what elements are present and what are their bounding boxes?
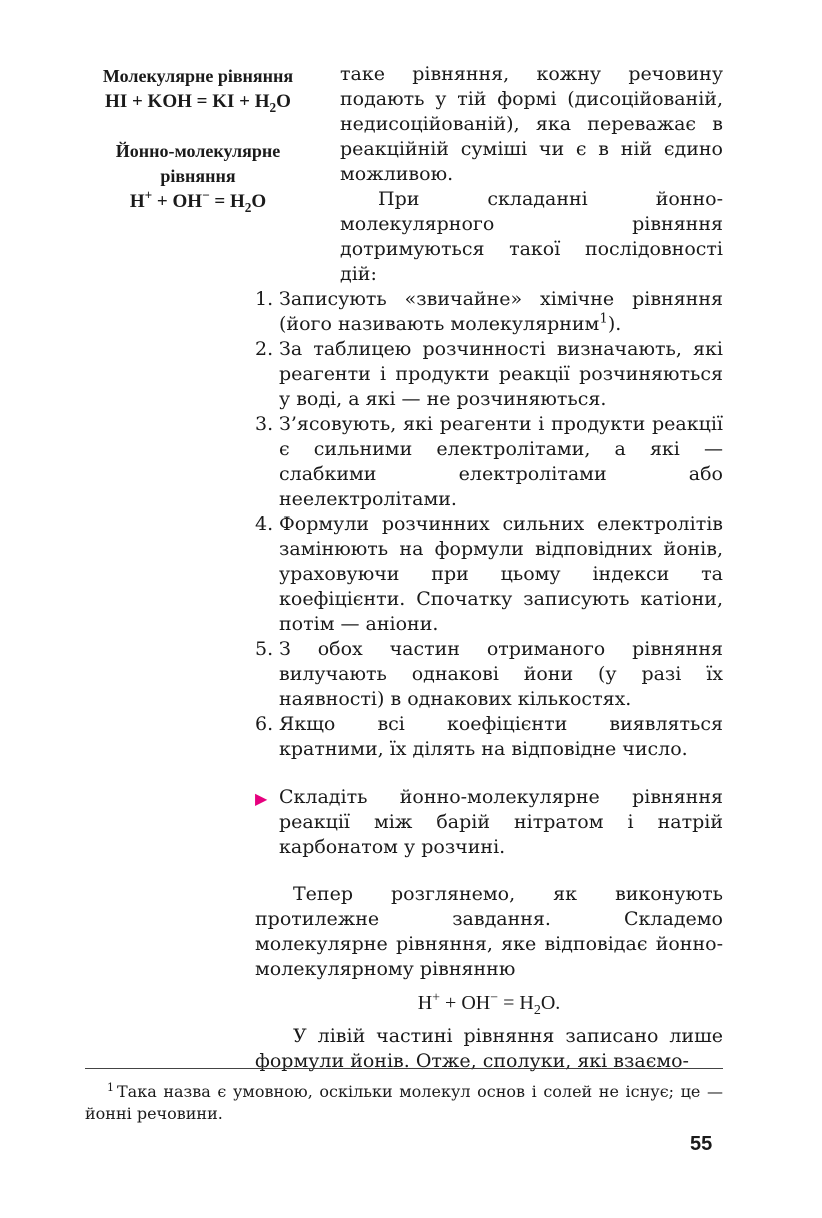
- molecular-equation-lhs: HI + KOH = KI + H: [105, 91, 270, 112]
- ionic-formula: [255, 988, 723, 1018]
- page-number: 55: [690, 1133, 713, 1155]
- formula-rhs: = H: [498, 992, 534, 1014]
- ionic-equation-label-line2: рівняння: [160, 166, 236, 186]
- step-number: 3.: [255, 413, 274, 435]
- formula-h: H: [417, 992, 433, 1014]
- step-number: 5.: [255, 638, 274, 660]
- step-number: 6.: [255, 713, 274, 735]
- steps-list: [255, 287, 723, 762]
- list-item: [255, 637, 723, 712]
- molecular-equation-tail: O: [276, 91, 291, 112]
- step-text: З обох частин отриманого рівняння вилучають однакові йони (у разі їх наявності) в однакових кількостях.: [279, 638, 723, 710]
- formula-h-charge: +: [432, 990, 441, 1006]
- step-number: 1.: [255, 288, 274, 310]
- list-item: [255, 512, 723, 637]
- step-number: 2.: [255, 338, 274, 360]
- ionic-eq-oh-charge: −: [202, 187, 210, 203]
- footnote-mark: 1: [107, 1081, 114, 1094]
- list-item: [255, 712, 723, 762]
- body-paragraph: Тепер розглянемо, як виконують протилежне завдання. Складемо молекулярне рівняння, яке відповідає йонно-молекулярному рівнянню: [255, 883, 723, 980]
- task-block: [255, 785, 723, 860]
- formula-tail: O.: [540, 992, 561, 1014]
- step-text: За таблицею розчинності визначають, які реагенти і продукти реакції розчиняються у воді, а які — не розчиняються.: [279, 338, 723, 410]
- lead-paragraph: При складанні йонно-молекулярного рівняння дотримуються такої послідовності дій:: [340, 188, 723, 285]
- step-text: З’ясовують, які реагенти і продукти реакції є сильними електролітами, а які — слабкими електролітами або неелектролітами.: [279, 413, 723, 510]
- triangle-right-icon: ▶: [255, 789, 268, 808]
- ionic-eq-tail: O: [251, 191, 267, 212]
- step-text: [279, 287, 723, 337]
- molecular-equation-subscript: 2: [269, 99, 277, 115]
- step-text: Якщо всі коефіцієнти виявляться кратними, їх ділять на відповідне число.: [279, 713, 723, 760]
- step-number: 4.: [255, 513, 274, 535]
- footnote: [85, 1077, 723, 1125]
- formula-subscript: 2: [533, 1003, 541, 1018]
- footnote-text: Така назва є умовною, оскільки молекул основ і солей не існує; це — йонні речовини.: [85, 1082, 723, 1123]
- step-text-end: ).: [607, 313, 622, 335]
- list-item: [255, 412, 723, 512]
- ionic-equation-label-line1: Йонно-молекулярне: [115, 141, 281, 161]
- ionic-eq-h-charge: +: [144, 187, 153, 203]
- footnote-ref: 1: [599, 311, 608, 327]
- list-item: [255, 287, 723, 337]
- step-text: Формули розчинних сильних електролітів замінюють на формули відповідних йонів, ураховуючи при цьому індекси та коефіцієнти. Спочатку записують катіони, потім — аніони.: [279, 513, 723, 635]
- main-text: [255, 62, 723, 1074]
- step-text-main: Записують «звичайне» хімічне рівняння (його називають молекулярним: [279, 288, 723, 335]
- ionic-eq-h: H: [129, 191, 145, 212]
- body-paragraph: У лівій частині рівняння записано лише формули йонів. Отже, сполуки, які взаємо-: [255, 1025, 723, 1072]
- ionic-eq-subscript: 2: [244, 199, 252, 215]
- formula-oh: + OH: [440, 992, 491, 1014]
- footnote-divider: [85, 1068, 723, 1069]
- formula-oh-charge: −: [490, 990, 499, 1006]
- ionic-eq-rhs: = H: [209, 191, 245, 212]
- list-item: [255, 337, 723, 412]
- intro-paragraph: таке рівняння, кожну речовину подають у тій формі (дисоційованій, недисоційованій), яка переважає в реакційній суміші чи є в ній єдино можливою.: [340, 63, 723, 185]
- ionic-eq-oh: + OH: [152, 191, 203, 212]
- molecular-equation-label: Молекулярне рівняння: [102, 66, 294, 86]
- task-text: Складіть йонно-молекулярне рівняння реакції між барій нітратом і натрій карбонатом у розчині.: [279, 786, 723, 858]
